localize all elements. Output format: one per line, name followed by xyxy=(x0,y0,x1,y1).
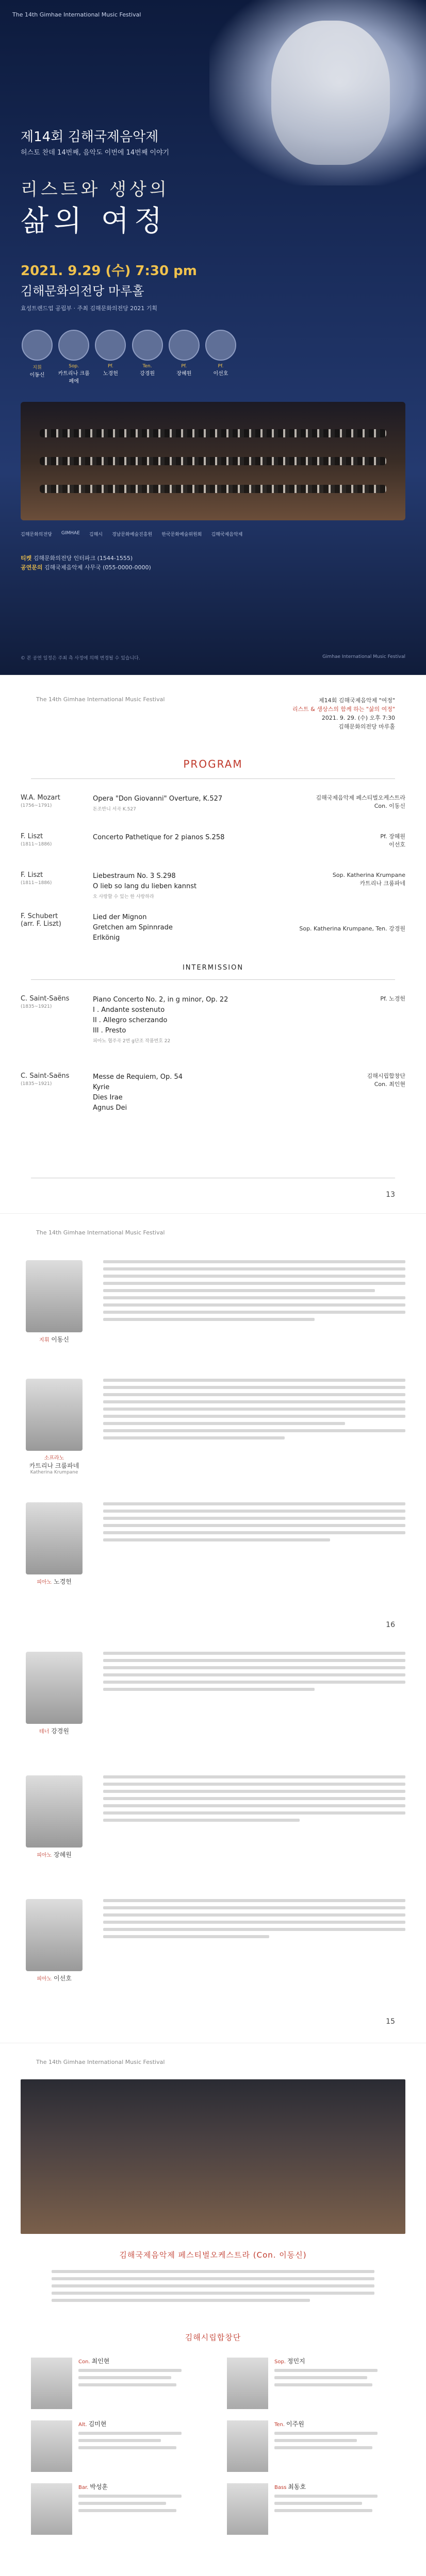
festival-label: The 14th Gimhae International Music Festival xyxy=(36,696,165,703)
poster-footnote: © 본 공연 일정은 주최 측 사정에 의해 변경될 수 있습니다. xyxy=(21,656,140,661)
program-row xyxy=(21,912,405,943)
orchestra-row xyxy=(40,485,386,493)
ensemble-page xyxy=(0,2043,426,2576)
program-page xyxy=(0,675,426,1213)
member-card xyxy=(227,2358,392,2409)
member-role: Alt. xyxy=(78,2422,87,2428)
member-card xyxy=(31,2420,196,2472)
bio-photo xyxy=(26,1379,83,1451)
info-text: 김해문화의전당 인터파크 (1544-1555) xyxy=(33,555,133,562)
choir-title: 김해시립합창단 xyxy=(185,2333,241,2342)
performer xyxy=(94,330,127,384)
performers: Sop. Katherina Krumpane, Ten. 강경원 xyxy=(299,925,405,932)
bio-text xyxy=(103,1260,405,1325)
sponsor-logos xyxy=(21,531,405,543)
poster-tagline: 리스트와 생상의 xyxy=(21,179,170,200)
page-number: 13 xyxy=(386,1191,395,1199)
program-header xyxy=(292,696,395,731)
work-title: Liebestraum No. 3 S.298 O lieb so lang du lieben kannst xyxy=(93,872,197,890)
member-card xyxy=(227,2420,392,2472)
bio-person: 카트리나 크룸파네 xyxy=(29,1462,79,1469)
composer-name: F. Liszt xyxy=(21,871,43,879)
bio-tenor xyxy=(21,1652,405,1734)
sponsor-logo: 한국문화예술위원회 xyxy=(161,532,202,537)
bio-person: 이선호 xyxy=(54,1975,72,1982)
info-line xyxy=(21,554,151,563)
sponsor-logo: 김해시 xyxy=(89,532,103,537)
program-title: PROGRAM xyxy=(183,758,243,770)
member-photo xyxy=(227,2420,268,2472)
performer-photo xyxy=(205,330,236,361)
bio-text xyxy=(103,1775,405,1826)
divider xyxy=(31,778,395,779)
performer-role: Pf. xyxy=(107,364,113,369)
info-label: 티켓 xyxy=(21,555,32,562)
program-row xyxy=(21,871,405,902)
concert-host: 효성트렌드업 공립부 · 주최 김해문화의전당 2021 기획 xyxy=(21,305,157,312)
info-label: 공연문의 xyxy=(21,564,43,571)
orchestra-row xyxy=(40,457,386,465)
composer-dates: (1811~1886) xyxy=(21,880,52,886)
bio-photo xyxy=(26,1899,83,1971)
header-line: 리스트 & 생상스의 함께 하는 "삶의 여정" xyxy=(292,706,395,713)
bio-name xyxy=(21,1974,88,1982)
sponsor-logo: 경남문화예술진흥원 xyxy=(111,532,153,537)
bio-name xyxy=(21,1850,88,1859)
work-subtitle: 피아노 협주곡 2번 g단조 작품번호 22 xyxy=(93,1039,171,1044)
composer-portrait xyxy=(209,0,426,185)
member-name: 박성훈 xyxy=(90,2483,108,2490)
performer xyxy=(204,330,237,384)
page-number: 16 xyxy=(386,1621,395,1629)
member-name: 정민지 xyxy=(287,2358,305,2365)
bio-photo xyxy=(26,1260,83,1332)
work-title: Opera "Don Giovanni" Overture, K.527 xyxy=(93,795,223,803)
composer-name: W.A. Mozart xyxy=(21,794,60,802)
info-line xyxy=(21,563,151,572)
composer xyxy=(21,794,93,815)
work-title: Piano Concerto No. 2, in g minor, Op. 22 I . Andante sostenuto II . Allegro scherzando III . Presto xyxy=(93,996,228,1035)
orchestra-rows xyxy=(40,420,386,503)
bio-text xyxy=(103,1379,405,1444)
composer xyxy=(21,1072,93,1113)
bio-person: 이동신 xyxy=(51,1336,69,1343)
work xyxy=(93,995,263,1046)
bio-text xyxy=(103,1502,405,1546)
program-row xyxy=(21,1072,405,1113)
header-line: 2021. 9. 29. (수) 오후 7:30 xyxy=(321,715,395,721)
festival-label: The 14th Gimhae International Music Festival xyxy=(36,2059,165,2065)
performer-role: Sop. xyxy=(69,364,79,369)
performers: 김해시립합창단 Con. 최인현 xyxy=(367,1073,405,1088)
sponsor-logo: 김해국제음악제 xyxy=(211,532,243,537)
member-name: 이주원 xyxy=(286,2420,304,2428)
performer-photo xyxy=(95,330,126,361)
performer-name: 노경헌 xyxy=(103,371,118,377)
sponsor-logo: 김해문화의전당 xyxy=(21,532,52,537)
orchestra-photo xyxy=(21,402,405,520)
bio-name xyxy=(21,1335,88,1344)
bio-photo xyxy=(26,1775,83,1848)
member-photo xyxy=(31,2358,72,2409)
sponsor-logo: GIMHAE xyxy=(61,531,80,536)
work xyxy=(93,871,263,902)
poster-main-title: 삶의 여정 xyxy=(21,205,168,238)
edition-title: 제14회 김해국제음악제 xyxy=(21,129,159,145)
performer-name: 장혜원 xyxy=(176,371,192,377)
performer-photo xyxy=(132,330,163,361)
composer-illustration xyxy=(271,21,390,165)
work xyxy=(93,833,263,849)
performers: Sop. Katherina Krumpane 카트리나 크룸파네 xyxy=(332,872,405,887)
member-name: 김미현 xyxy=(88,2420,107,2428)
member-role: Bar. xyxy=(78,2485,89,2490)
program-row xyxy=(21,794,405,815)
bio-person: 노경헌 xyxy=(54,1578,72,1585)
performers: Pf. 장혜원 이선호 xyxy=(380,833,405,848)
member-role: Ten. xyxy=(274,2422,285,2428)
orchestra-row xyxy=(40,429,386,437)
performer-role: Pf. xyxy=(181,364,187,369)
bio-english-name: Katherina Krumpane xyxy=(30,1470,78,1475)
member-name: 최동호 xyxy=(288,2483,306,2490)
composer-name: C. Saint-Saëns xyxy=(21,1072,70,1080)
composer-name: C. Saint-Saëns xyxy=(21,995,70,1003)
performers: Pf. 노경헌 xyxy=(380,995,405,1002)
performer-role: Pf. xyxy=(218,364,224,369)
bio-person: 장혜원 xyxy=(54,1851,72,1858)
bio-role: 피아노 xyxy=(37,1976,52,1982)
concert-poster xyxy=(0,0,426,675)
composer xyxy=(21,871,93,902)
header-line: 김해문화의전당 마루홀 xyxy=(338,723,395,730)
member-photo xyxy=(227,2358,268,2409)
performer-role: Ten. xyxy=(142,364,152,369)
program-row xyxy=(21,833,405,849)
work xyxy=(93,794,263,815)
ticket-info xyxy=(21,554,151,572)
performer xyxy=(168,330,201,384)
member-card xyxy=(31,2358,196,2409)
member-role: Sop. xyxy=(274,2359,286,2365)
work-title: Messe de Requiem, Op. 54 Kyrie Dies Irae Agnus Dei xyxy=(93,1073,183,1112)
bio-name xyxy=(21,1726,88,1735)
orchestra-text xyxy=(52,2270,374,2306)
member-photo xyxy=(31,2483,72,2535)
performer-list xyxy=(21,330,237,384)
bio-name xyxy=(21,1577,88,1586)
program-row xyxy=(21,995,405,1046)
bio-role: 소프라노 xyxy=(44,1455,64,1461)
work-subtitle: 돈조반니 서곡 K.527 xyxy=(93,807,136,812)
bio-role: 피아노 xyxy=(37,1580,52,1585)
bio-photo xyxy=(26,1502,83,1574)
composer xyxy=(21,995,93,1046)
composer-dates: (1756~1791) xyxy=(21,803,52,808)
performer-name: 카트리나 크룸페에 xyxy=(58,371,90,384)
bio-pianist xyxy=(21,1502,405,1585)
work-subtitle: 오 사랑할 수 있는 한 사랑하라 xyxy=(93,894,154,900)
performer-name: 강경원 xyxy=(140,371,155,377)
performer xyxy=(57,330,90,384)
intermission: INTERMISSION xyxy=(182,964,244,972)
performer-name: 이선호 xyxy=(213,371,228,377)
work-title: Lied der Mignon Gretchen am Spinnrade Erlkönig xyxy=(93,913,173,942)
performer-photo xyxy=(22,330,53,361)
bio-pianist-3 xyxy=(21,1899,405,1981)
info-text: 김해국제음악제 사무국 (055-0000-0000) xyxy=(44,564,151,571)
page-number: 15 xyxy=(386,2018,395,2026)
bio-soprano xyxy=(21,1379,405,1475)
bio-text xyxy=(103,1899,405,1942)
bio-conductor xyxy=(21,1260,405,1343)
performer-photo xyxy=(169,330,200,361)
member-column-right xyxy=(227,2358,392,2546)
composer-name: F. Liszt xyxy=(21,833,43,840)
festival-label: The 14th Gimhae International Music Festival xyxy=(36,1229,165,1236)
member-card xyxy=(31,2483,196,2535)
work-title: Concerto Pathetique for 2 pianos S.258 xyxy=(93,834,225,841)
performer-name: 이동신 xyxy=(29,372,45,378)
member-role: Bass xyxy=(274,2485,287,2490)
concert-venue: 김해문화의전당 마루홀 xyxy=(21,284,144,298)
festival-header: The 14th Gimhae International Music Festival xyxy=(12,11,141,18)
member-card xyxy=(227,2483,392,2535)
bio-role: 지휘 xyxy=(39,1337,50,1343)
member-name: 최인현 xyxy=(91,2358,110,2365)
performers: 김해국제음악제 페스티벌오케스트라 Con. 이동신 xyxy=(316,794,405,809)
edition-subtitle: 허스토 찬데 14번째, 음악도 이번에 14번째 이야기 xyxy=(21,149,170,157)
composer-dates: (1811~1886) xyxy=(21,842,52,847)
concert-date: 2021. 9.29 (수) 7:30 pm xyxy=(21,263,197,279)
bio-role: 피아노 xyxy=(37,1853,52,1858)
poster-credit: Gimhae International Music Festival xyxy=(322,654,405,659)
composer-name: F. Schubert (arr. F. Liszt) xyxy=(21,912,61,928)
composer xyxy=(21,833,93,849)
bio-text xyxy=(103,1652,405,1695)
divider xyxy=(31,979,395,980)
member-photo xyxy=(31,2420,72,2472)
performer-photo xyxy=(58,330,89,361)
orchestra-photo xyxy=(21,2079,405,2234)
biography-page xyxy=(0,1213,426,2043)
bio-role: 테너 xyxy=(39,1729,50,1735)
performer xyxy=(131,330,164,384)
bio-photo xyxy=(26,1652,83,1724)
member-role: Con. xyxy=(78,2359,90,2365)
bio-person: 강경원 xyxy=(51,1727,69,1735)
bio-name xyxy=(21,1453,88,1475)
composer-dates: (1835~1921) xyxy=(21,1004,52,1009)
orchestra-title: 김해국제음악제 페스티벌오케스트라 (Con. 이동신) xyxy=(119,2250,307,2260)
performer xyxy=(21,330,54,384)
bio-pianist-2 xyxy=(21,1775,405,1858)
member-column-left xyxy=(31,2358,196,2546)
header-line: 제14회 김해국제음악제 "여정" xyxy=(319,697,395,704)
composer-dates: (1835~1921) xyxy=(21,1081,52,1087)
performer-role: 지휘 xyxy=(32,365,42,370)
member-photo xyxy=(227,2483,268,2535)
